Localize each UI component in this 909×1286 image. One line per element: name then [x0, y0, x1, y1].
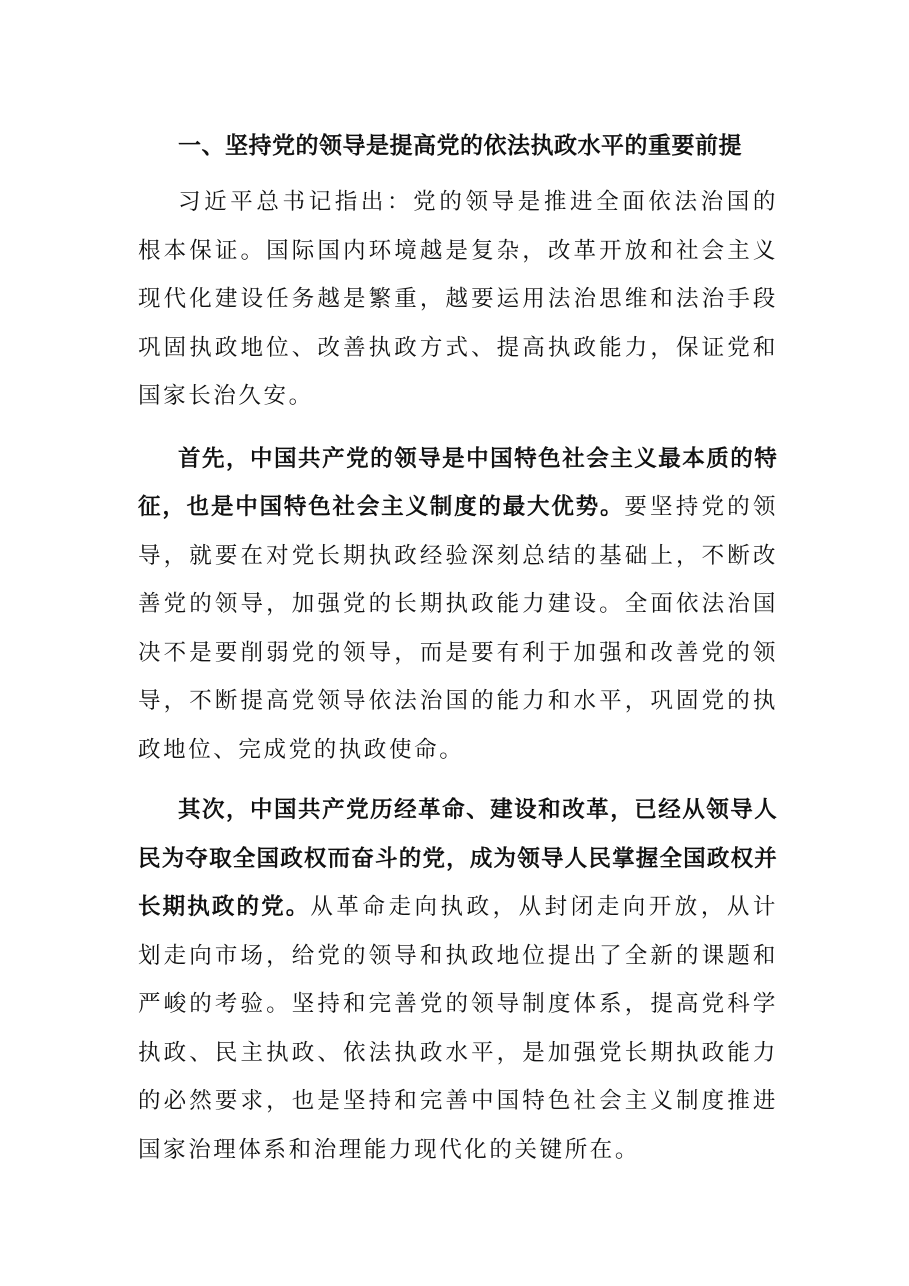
- document-page: [138, 122, 778, 1184]
- paragraph-2-body: 要坚持党的领导，就要在对党长期执政经验深刻总结的基础上，不断改善党的领导，加强党的长期执政能力建设。全面依法治国决不是要削弱党的领导，而是要有利于加强和改善党的领导，不断提高党领导依法治国的能力和水平，巩固党的执政地位、完成党的执政使命。: [138, 494, 778, 763]
- paragraph-3-body: 从革命走向执政，从封闭走向开放，从计划走向市场，给党的领导和执政地位提出了全新的课题和严峻的考验。坚持和完善党的领导制度体系，提高党科学执政、民主执政、依法执政水平，是加强党长期执政能力的必然要求，也是坚持和完善中国特色社会主义制度推进国家治理体系和治理能力现代化的关键所在。: [138, 894, 778, 1163]
- paragraph-1-body: 习近平总书记指出：党的领导是推进全面依法治国的根本保证。国际国内环境越是复杂，改革开放和社会主义现代化建设任务越是繁重，越要运用法治思维和法治手段巩固执政地位、改善执政方式、提高执政能力，保证党和国家长治久安。: [138, 189, 778, 409]
- paragraph-2-lead: 首先，中国共产党的领导是中国特色社会主义最本质的特征，也是中国特色社会主义制度的最大优势。: [138, 445, 778, 520]
- paragraph-3: [138, 786, 778, 1174]
- paragraph-2: [138, 435, 778, 775]
- section-heading: 一、坚持党的领导是提高党的依法执政水平的重要前提: [178, 133, 742, 159]
- paragraph-1: [138, 178, 778, 421]
- paragraph-3-lead: 其次，中国共产党历经革命、建设和改革，已经从领导人民为夺取全国政权而奋斗的党，成为领导人民掌握全国政权并长期执政的党。: [138, 797, 778, 920]
